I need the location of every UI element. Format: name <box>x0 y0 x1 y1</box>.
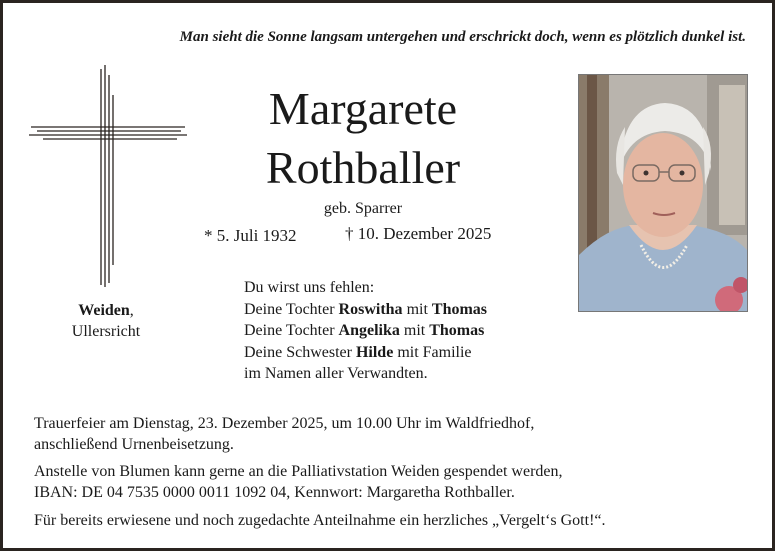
relation: Deine Tochter <box>244 322 339 339</box>
family-line <box>244 299 487 321</box>
relation: Deine Schwester <box>244 343 356 361</box>
funeral-info: Trauerfeier am Dienstag, 23. Dezember 2025, um 10.00 Uhr im Waldfriedhof, anschließend Urnenbeisetzung. <box>34 415 535 453</box>
relative-name: Hilde <box>355 343 394 361</box>
death-date <box>345 224 491 244</box>
city: Weiden <box>78 302 130 319</box>
partner-name: Thomas <box>431 300 488 318</box>
portrait-photo <box>578 74 748 312</box>
birth-date-text: 5. Juli 1932 <box>216 226 297 245</box>
connector: mit <box>399 322 430 339</box>
place-comma: , <box>129 302 134 319</box>
district: Ullersricht <box>71 323 141 340</box>
death-date-text: 10. Dezember 2025 <box>357 224 492 243</box>
relation: Deine Tochter <box>244 300 339 318</box>
cross-icon <box>29 65 189 294</box>
family-line <box>244 342 487 364</box>
donation-info: Anstelle von Blumen kann gerne an die Palliativstation Weiden gespendet werden, IBAN: DE 04 7535 0000 0011 1092 04, Kennwort: Margaretha Rothballer. <box>34 463 563 501</box>
family-closing: im Namen aller Verwandten. <box>244 365 428 382</box>
relative-name: Angelika <box>338 322 400 339</box>
last-name: Rothballer <box>265 142 461 193</box>
first-name: Margarete <box>268 83 458 134</box>
family-line <box>244 320 487 342</box>
relative-name: Roswitha <box>338 300 403 318</box>
birth-symbol: * <box>204 226 213 245</box>
birth-date <box>204 226 297 246</box>
death-symbol: † <box>345 224 354 243</box>
place-block <box>31 300 181 342</box>
footer-text <box>34 413 759 538</box>
birth-name: geb. Sparrer <box>323 200 403 217</box>
family-block <box>244 277 487 385</box>
partner-name: Thomas <box>429 322 485 339</box>
connector: mit Familie <box>393 343 472 361</box>
connector: mit <box>402 300 432 318</box>
memorial-quote: Man sieht die Sonne langsam untergehen und erschrickt doch, wenn es plötzlich dunkel ist. <box>179 29 746 45</box>
thanks-line: Für bereits erwiesene und noch zugedachte Anteilnahme ein herzliches „Vergelt‘s Gott!“. <box>34 512 606 529</box>
family-intro: Du wirst uns fehlen: <box>244 279 375 296</box>
